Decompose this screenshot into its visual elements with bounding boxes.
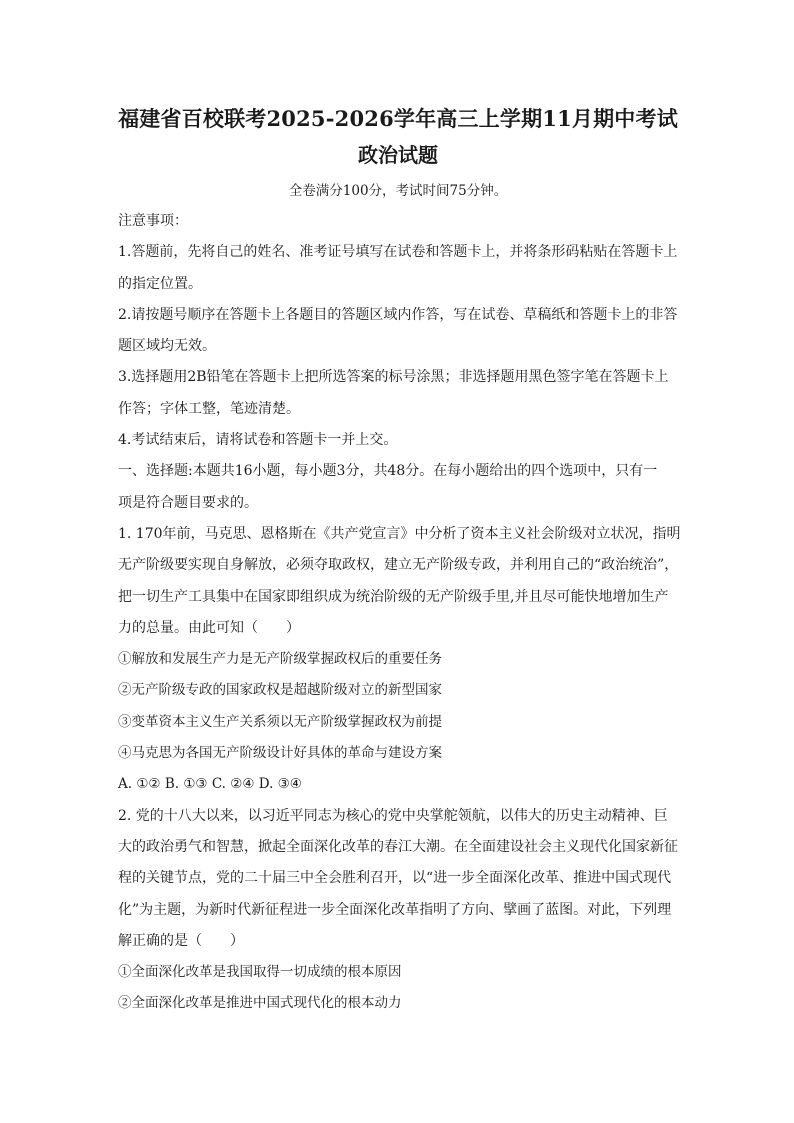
question-option: ④马克思为各国无产阶级设计好具体的革命与建设方案 bbox=[118, 745, 442, 762]
section-instructions bbox=[118, 456, 678, 519]
question-1 bbox=[118, 519, 681, 801]
question-stem-line: 2. 党的十八大以来，以习近平同志为核心的党中央掌舵领航，以伟大的历史主动精神、巨 bbox=[118, 807, 668, 824]
question-option: ②无产阶级专政的国家政权是超越阶级对立的新型国家 bbox=[118, 682, 442, 699]
question-stem-line: 无产阶级要实现自身解放，必须夺取政权，建立无产阶级专政，并利用自己的“政治统治”， bbox=[118, 557, 679, 574]
page-title: 福建省百校联考2025-2026学年高三上学期11月期中考试 bbox=[118, 106, 678, 131]
question-option: ①全面深化改革是我国取得一切成绩的根本原因 bbox=[118, 964, 402, 981]
section-line: 项是符合题目要求的。 bbox=[118, 494, 258, 511]
section-line: 一、选择题:本题共16小题，每小题3分，共48分。在每小题给出的四个选项中，只有一 bbox=[118, 463, 658, 480]
notice-block bbox=[118, 206, 678, 456]
notice-heading: 注意事项： bbox=[118, 213, 188, 229]
notice-line: 4.考试结束后，请将试卷和答题卡一并上交。 bbox=[118, 432, 398, 449]
question-stem-line: 解正确的是（ ） bbox=[118, 932, 244, 949]
notice-line: 题区域均无效。 bbox=[118, 338, 216, 355]
page-subtitle: 政治试题 bbox=[358, 143, 438, 167]
question-option: ③变革资本主义生产关系须以无产阶级掌握政权为前提 bbox=[118, 713, 442, 730]
question-stem-line: 程的关键节点，党的二十届三中全会胜利召开，以“进一步全面深化改革、推进中国式现代 bbox=[118, 870, 672, 887]
question-stem-line: 力的总量。由此可知（ ） bbox=[118, 619, 300, 636]
question-stem-line: 大的政治勇气和智慧，掀起全面深化改革的春江大潮。在全面建设社会主义现代化国家新征 bbox=[118, 838, 678, 855]
notice-line: 作答；字体工整，笔迹清楚。 bbox=[118, 400, 300, 417]
notice-line: 2.请按题号顺序在答题卡上各题目的答题区域内作答，写在试卷、草稿纸和答题卡上的非答 bbox=[118, 306, 678, 323]
question-stem-line: 1. 170年前，马克思、恩格斯在《共产党宣言》中分析了资本主义社会阶级对立状况，指明 bbox=[118, 525, 681, 542]
question-stem-line: 把一切生产工具集中在国家即组织成为统治阶级的无产阶级手里,并且尽可能快地增加生产 bbox=[118, 588, 669, 605]
exam-info: 全卷满分100分，考试时间75分钟。 bbox=[288, 183, 508, 199]
question-stem-line: 化”为主题，为新时代新征程进一步全面深化改革指明了方向、擘画了蓝图。对此，下列理 bbox=[118, 901, 672, 918]
question-option: ①解放和发展生产力是无产阶级掌握政权后的重要任务 bbox=[118, 651, 442, 668]
notice-line: 的指定位置。 bbox=[118, 275, 202, 292]
exam-page bbox=[118, 100, 681, 1020]
notice-line: 1.答题前，先将自己的姓名、准考证号填写在试卷和答题卡上，并将条形码粘贴在答题卡上 bbox=[118, 244, 678, 261]
notice-line: 3.选择题用2B铅笔在答题卡上把所选答案的标号涂黑；非选择题用黑色签字笔在答题卡上 bbox=[118, 369, 669, 386]
question-2 bbox=[118, 801, 678, 1020]
answer-choices: A. ①② B. ①③ C. ②④ D. ③④ bbox=[118, 776, 302, 793]
question-option: ②全面深化改革是推进中国式现代化的根本动力 bbox=[118, 995, 402, 1012]
